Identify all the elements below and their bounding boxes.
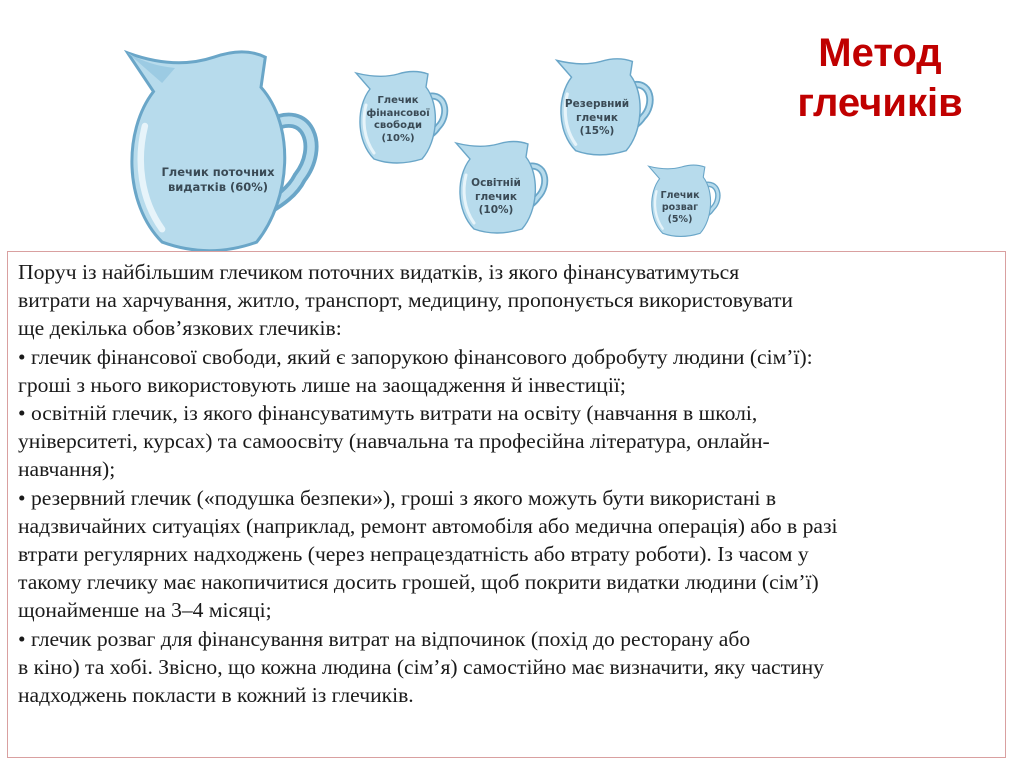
description-text bbox=[18, 258, 997, 709]
jug-reserve-label: Резервний глечик (15%) bbox=[564, 98, 630, 137]
jug-current-expenses bbox=[98, 40, 338, 255]
text-line: університеті, курсах) та самоосвіту (навчальна та професійна література, онлайн- bbox=[18, 429, 770, 454]
text-line: Поруч із найбільшим глечиком поточних видатків, із якого фінансуватимуться bbox=[18, 260, 740, 284]
text-line: • резервний глечик («подушка безпеки»), гроші з якого можуть бути використані в bbox=[18, 485, 777, 510]
jug-education bbox=[450, 135, 550, 235]
description-box bbox=[7, 251, 1006, 758]
jug-entertainment-label: Глечик розваг (5%) bbox=[660, 190, 700, 225]
jug-current-expenses-label: Глечик поточних видатків (60%) bbox=[161, 165, 275, 194]
text-line: навчання); bbox=[18, 457, 116, 482]
text-line: такому глечику має накопичитися досить грошей, щоб покрити видатки людини (сім’ї) bbox=[18, 570, 819, 595]
text-line: щонайменше на 3–4 місяці; bbox=[18, 598, 272, 623]
text-line: втрати регулярних надходжень (через непрацездатність або втрату роботи). Із часом у bbox=[18, 542, 809, 567]
text-line: • глечик фінансової свободи, який є запорукою фінансового добробуту людини (сім’ї): bbox=[18, 344, 813, 369]
text-line: надходжень покласти в кожний із глечиків. bbox=[18, 683, 414, 708]
jug-reserve bbox=[548, 52, 658, 157]
jug-current-expenses-icon bbox=[98, 40, 338, 255]
text-line: витрати на харчування, житло, транспорт, медицину, пропонується використовувати bbox=[18, 288, 793, 313]
text-line: надзвичайних ситуаціях (наприклад, ремонт автомобіля або медична операція) або в разі bbox=[18, 513, 838, 538]
text-line: в кіно) та хобі. Звісно, що кожна людина (сім’я) самостійно має визначити, яку частину bbox=[18, 654, 824, 679]
slide-title bbox=[775, 28, 985, 128]
text-line: • освітній глечик, із якого фінансуватимуть витрати на освіту (навчання в школі, bbox=[18, 401, 758, 426]
text-line: • глечик розваг для фінансування витрат на відпочинок (похід до ресторану або bbox=[18, 626, 751, 651]
jug-financial-freedom bbox=[350, 65, 450, 165]
title-line-1: Метод bbox=[818, 31, 942, 75]
jug-education-label: Освітній глечик (10%) bbox=[471, 177, 521, 216]
jug-financial-freedom-label: Глечик фінансової свободи (10%) bbox=[366, 95, 430, 144]
text-line: ще декілька обов’язкових глечиків: bbox=[18, 316, 342, 341]
jug-entertainment bbox=[643, 160, 723, 238]
title-line-2: глечиків bbox=[797, 81, 963, 125]
text-line: гроші з нього використовують лише на заощадження й інвестиції; bbox=[18, 372, 626, 397]
